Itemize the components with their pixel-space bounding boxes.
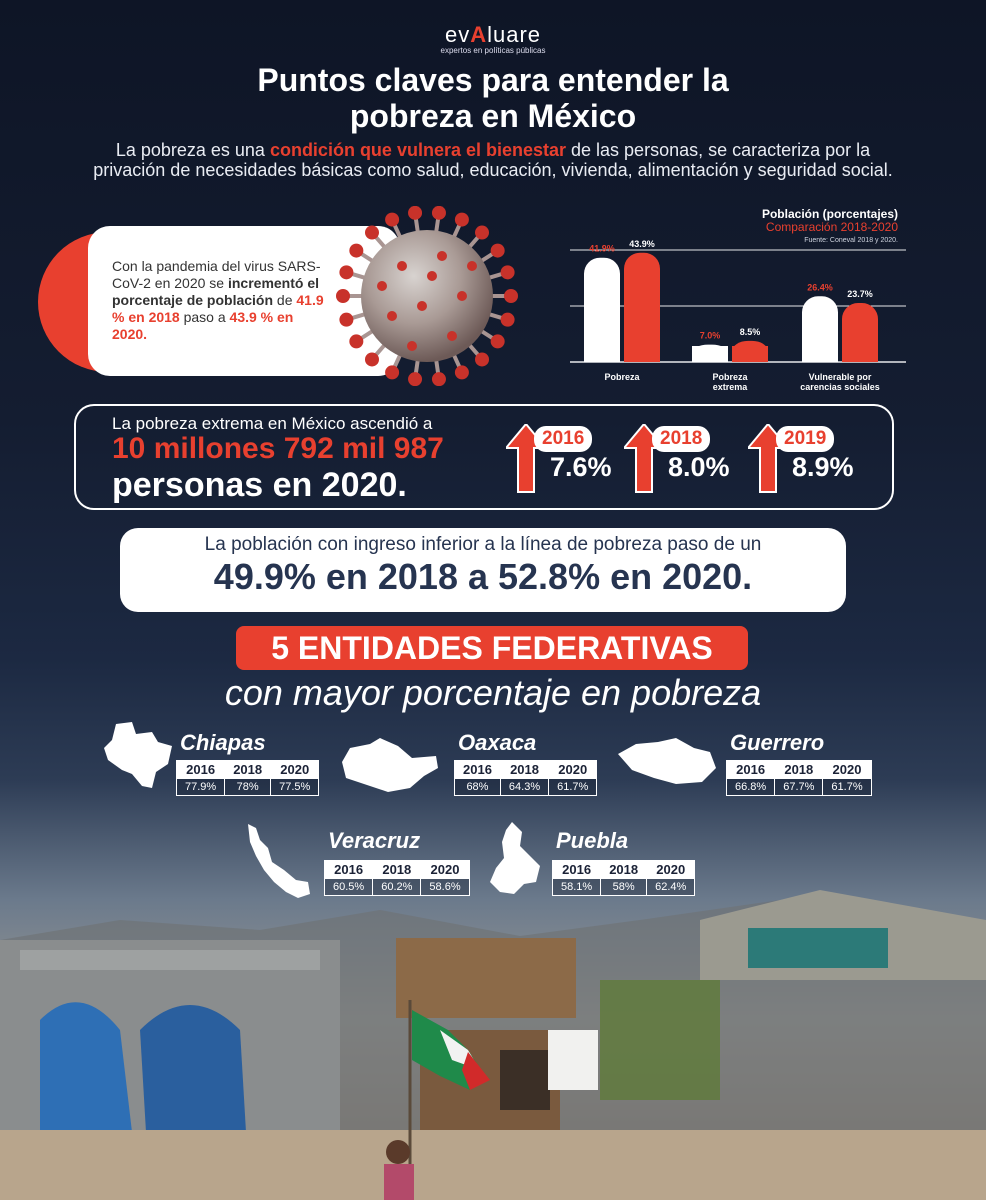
intro-pre: La pobreza es una bbox=[115, 140, 270, 160]
value-2020: 77.5% bbox=[271, 779, 319, 796]
chiapas-map-icon bbox=[102, 720, 174, 792]
year-label: 2018 bbox=[652, 426, 710, 452]
bar-base bbox=[842, 346, 878, 362]
brand-name: evAluare bbox=[444, 22, 542, 47]
covid-t4: 41.9 % en 2018 bbox=[112, 292, 324, 325]
value-2020: 61.7% bbox=[823, 779, 871, 796]
extreme-line-2: 10 millones 792 mil 987 bbox=[112, 432, 444, 465]
intro-post: de las personas, se caracteriza por la privación de necesidades básicas como salud, educación, vivienda, alimentación y seguridad social. bbox=[93, 140, 893, 180]
value-2016: 60.5% bbox=[325, 879, 373, 896]
header-2016: 2016 bbox=[455, 761, 501, 779]
bar-base bbox=[732, 346, 768, 362]
intro-paragraph bbox=[90, 140, 896, 180]
brand-logo bbox=[0, 22, 986, 55]
header-2018: 2018 bbox=[601, 861, 647, 879]
header-2016: 2016 bbox=[553, 861, 601, 879]
value-2016: 77.9% bbox=[177, 779, 225, 796]
value-2016: 66.8% bbox=[727, 779, 775, 796]
poverty-bar-chart bbox=[570, 240, 906, 400]
chart-source: Fuente: Coneval 2018 y 2020. bbox=[804, 237, 898, 244]
data-label: 41.9% bbox=[589, 243, 615, 254]
covid-text bbox=[112, 258, 332, 343]
data-label: 26.4% bbox=[807, 282, 833, 293]
state-name-oaxaca: Oaxaca bbox=[458, 730, 537, 755]
bar-base bbox=[584, 346, 620, 362]
header-2020: 2020 bbox=[421, 861, 469, 879]
entities-subtitle: con mayor porcentaje en pobreza bbox=[224, 672, 762, 713]
covid-t5: paso a bbox=[179, 309, 230, 325]
header-2016: 2016 bbox=[325, 861, 373, 879]
data-label: 8.5% bbox=[739, 326, 761, 337]
extreme-line-3: personas en 2020. bbox=[112, 466, 407, 504]
value-2018: 67.7% bbox=[775, 779, 823, 796]
value-2018: 78% bbox=[225, 779, 271, 796]
intro-highlight: condición que vulnera el bienestar bbox=[269, 140, 567, 160]
state-table-guerrero bbox=[726, 760, 872, 796]
chart-title: Población (porcentajes) bbox=[761, 207, 898, 221]
value-2018: 64.3% bbox=[500, 779, 548, 796]
income-line-2: 49.9% en 2018 a 52.8% en 2020. bbox=[213, 556, 753, 597]
category-label: carencias sociales bbox=[800, 382, 880, 392]
year-indicator-2019 bbox=[748, 424, 878, 494]
chart-subtitle: Comparación 2018-2020 bbox=[765, 220, 898, 234]
title-line-1: Puntos claves para entender la bbox=[257, 62, 729, 98]
category-label: Vulnerable por bbox=[808, 372, 872, 382]
value-2018: 60.2% bbox=[373, 879, 421, 896]
value-2020: 62.4% bbox=[647, 879, 695, 896]
state-name-puebla: Puebla bbox=[556, 828, 629, 853]
bar-base bbox=[624, 346, 660, 362]
oaxaca-map-icon bbox=[340, 738, 440, 794]
virus-icon bbox=[332, 206, 522, 386]
header-2018: 2018 bbox=[373, 861, 421, 879]
state-name-veracruz: Veracruz bbox=[328, 828, 421, 853]
category-label: Pobreza bbox=[712, 372, 748, 382]
extreme-line-1: La pobreza extrema en México ascendió a bbox=[112, 414, 433, 433]
value-2018: 58% bbox=[601, 879, 647, 896]
state-name-chiapas: Chiapas bbox=[180, 730, 266, 755]
value-2020: 58.6% bbox=[421, 879, 469, 896]
covid-t2: incrementó el porcentaje de población bbox=[112, 275, 320, 308]
header-2020: 2020 bbox=[271, 761, 319, 779]
value-2016: 58.1% bbox=[553, 879, 601, 896]
year-percent: 8.0% bbox=[668, 452, 730, 482]
bar-base bbox=[802, 346, 838, 362]
category-label: Pobreza bbox=[604, 372, 640, 382]
brand-tagline: expertos en políticas públicas bbox=[440, 46, 546, 55]
income-line-1: La población con ingreso inferior a la línea de pobreza paso de un bbox=[204, 534, 762, 555]
brand-a-accent: A bbox=[470, 22, 488, 47]
covid-t3: de bbox=[273, 292, 297, 308]
header-2020: 2020 bbox=[647, 861, 695, 879]
value-2016: 68% bbox=[455, 779, 501, 796]
value-2020: 61.7% bbox=[549, 779, 597, 796]
header-2018: 2018 bbox=[775, 761, 823, 779]
year-label: 2019 bbox=[776, 426, 834, 452]
bar-base bbox=[692, 346, 728, 362]
shanty-town-photo bbox=[0, 880, 986, 1200]
header-2020: 2020 bbox=[823, 761, 871, 779]
year-indicator-2018 bbox=[624, 424, 754, 494]
year-percent: 7.6% bbox=[550, 452, 612, 482]
category-label: extrema bbox=[712, 382, 748, 392]
title-line-2: pobreza en México bbox=[349, 98, 637, 134]
bar bbox=[624, 253, 660, 362]
header-2016: 2016 bbox=[727, 761, 775, 779]
header-2018: 2018 bbox=[225, 761, 271, 779]
data-label: 43.9% bbox=[629, 240, 655, 249]
guerrero-map-icon bbox=[616, 738, 720, 786]
header-2020: 2020 bbox=[549, 761, 597, 779]
income-box bbox=[120, 528, 846, 612]
data-label: 23.7% bbox=[847, 289, 873, 300]
page-title bbox=[0, 62, 986, 134]
state-table-oaxaca bbox=[454, 760, 597, 796]
covid-t1: Con la pandemia del virus SARS-CoV-2 en 2020 se bbox=[112, 258, 321, 291]
header-2018: 2018 bbox=[500, 761, 548, 779]
year-indicator-2016 bbox=[506, 424, 636, 494]
covid-t6: 43.9 % en 2020. bbox=[112, 309, 294, 342]
entities-banner: 5 ENTIDADES FEDERATIVAS bbox=[236, 626, 748, 670]
year-label: 2016 bbox=[534, 426, 592, 452]
state-name-guerrero: Guerrero bbox=[730, 730, 825, 755]
data-label: 7.0% bbox=[699, 330, 721, 341]
year-percent: 8.9% bbox=[792, 452, 854, 482]
state-table-chiapas bbox=[176, 760, 319, 796]
header-2016: 2016 bbox=[177, 761, 225, 779]
